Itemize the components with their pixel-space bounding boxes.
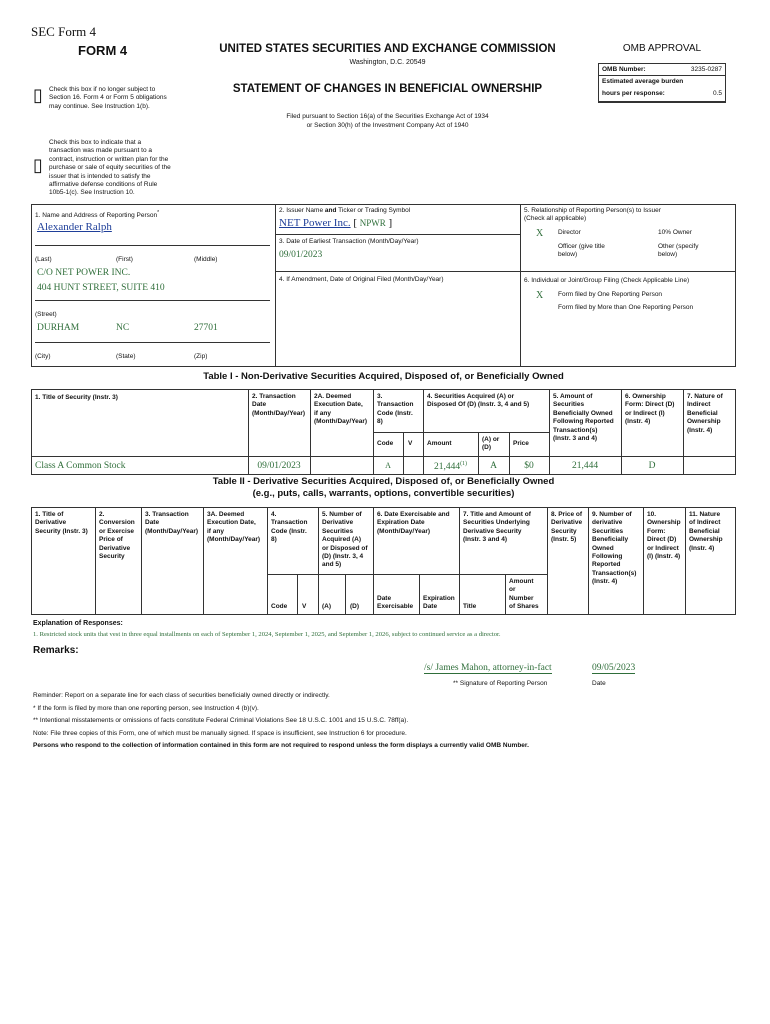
- table2-sub-rule: [345, 574, 346, 615]
- table2-header-conversion: 2. Conversion or Exercise Price of Derivative Security: [99, 511, 135, 561]
- signature-value: /s/ James Mahon, attorney-in-fact: [424, 663, 552, 673]
- table1-row-price: $0: [524, 461, 534, 471]
- address-line-1: C/O NET POWER INC.: [37, 268, 131, 278]
- table1-row-amount: 21,444$^{(1)}$: [433, 461, 468, 473]
- omb-header: OMB APPROVAL: [622, 43, 702, 54]
- table2-col-rule: [141, 507, 142, 615]
- table2-col-rule: [318, 507, 319, 615]
- filing-more-option: Form filed by More than One Reporting Person: [558, 304, 694, 311]
- commission-city: Washington, D.C. 20549: [349, 59, 426, 66]
- table1-title: Table I - Non-Derivative Securities Acquired, Disposed of, or Beneficially Owned: [203, 371, 564, 382]
- table1-col-rule: [683, 389, 684, 475]
- page-label: SEC Form 4: [31, 24, 97, 39]
- table2-sub-rule: [419, 574, 420, 615]
- address-rule: [35, 300, 270, 301]
- remarks-label: Remarks:: [33, 645, 79, 656]
- director-option: Director: [558, 229, 581, 236]
- other-option: Other (specify below): [658, 243, 699, 259]
- table1-subheader-code: Code: [377, 440, 394, 447]
- table1-sub-header-rule: [373, 432, 549, 433]
- table1-subheader-a-or-d: (A) or (D): [482, 436, 500, 452]
- middle-label: (Middle): [194, 256, 218, 263]
- rule-10b5-text: Check this box to indicate that a transaction was made pursuant to a contract, instruction or written plan for the purchase or sale of equity securities of the issuer that is intended to satisfy the affirmative defense conditions of Rule 10b5-1(c). See Instruction 10.: [49, 139, 171, 197]
- omb-hours-label: hours per response:: [602, 90, 665, 97]
- table2-col-rule: [203, 507, 204, 615]
- table2-subheader-v: V: [302, 603, 307, 610]
- table2-subheader-expiration: Expiration Date: [423, 595, 455, 611]
- statement-title: STATEMENT OF CHANGES IN BENEFICIAL OWNERSHIP: [232, 83, 543, 95]
- table1-row-code: A: [385, 461, 391, 470]
- section16-checkbox[interactable]: ▯: [33, 85, 43, 106]
- reporting-info-divider-2: [520, 204, 521, 367]
- signature-label: ** Signature of Reporting Person: [453, 680, 548, 687]
- table2-col-rule: [267, 507, 268, 615]
- table2-col-rule: [588, 507, 589, 615]
- table2-subtitle: (e.g., puts, calls, warrants, options, convertible securities): [252, 488, 515, 499]
- issuer-rule: [275, 234, 520, 235]
- filing-one-mark: X: [536, 290, 544, 301]
- filing-label: 6. Individual or Joint/Group Filing (Check Applicable Line): [524, 277, 690, 284]
- footer-note-double-star: ** Intentional misstatements or omissions of facts constitute Federal Criminal Violations See 18 U.S.C. 1001 and 15 U.S.C. 78ff(a).: [33, 717, 409, 724]
- table2-header-transaction-date: 3. Transaction Date (Month/Day/Year): [145, 511, 199, 535]
- amendment-label: 4. If Amendment, Date of Original Filed (Month/Day/Year): [279, 276, 444, 283]
- city-value: DURHAM: [37, 323, 80, 333]
- table1-subheader-price: Price: [513, 440, 529, 447]
- table2-col-rule: [547, 507, 548, 615]
- table1-row-a-or-d: A: [490, 461, 497, 471]
- state-value: NC: [116, 323, 130, 333]
- table1-sub-rule: [403, 432, 404, 475]
- table2-subheader-d: (D): [350, 603, 360, 610]
- filed-pursuant-line1: Filed pursuant to Section 16(a) of the Securities Exchange Act of 1934: [286, 113, 489, 120]
- table2-sub-rule: [505, 574, 506, 615]
- table2-header-deemed-date: 3A. Deemed Execution Date, if any (Month/Day/Year): [207, 511, 261, 544]
- omb-divider: [598, 75, 726, 76]
- signature-date-label: Date: [592, 680, 606, 687]
- table1-row-owned: 21,444: [571, 461, 599, 471]
- table2-header-transaction-code: 4. Transaction Code (Instr. 8): [271, 511, 308, 544]
- table2-col-rule: [685, 507, 686, 615]
- table1-header-transaction-date: 2. Transaction Date (Month/Day/Year): [252, 393, 306, 417]
- address-line-2: 404 HUNT STREET, SUITE 410: [37, 283, 165, 293]
- footer-persons: Persons who respond to the collection of information contained in this form are not required to respond unless the form displays a currently valid OMB Number.: [33, 742, 529, 749]
- issuer-label: 2. Issuer Name and Ticker or Trading Symbol: [279, 207, 411, 214]
- explanation-label: Explanation of Responses:: [33, 620, 123, 627]
- table2-subheader-a: (A): [322, 603, 332, 610]
- last-label: (Last): [35, 256, 52, 263]
- zip-label: (Zip): [194, 353, 208, 360]
- footer-note-star: * If the form is filed by more than one reporting person, see Instruction 4 (b)(v).: [33, 705, 259, 712]
- table2-subheader-title: Title: [463, 603, 477, 610]
- name-rule: [35, 245, 270, 246]
- officer-option: Officer (give title below): [558, 243, 605, 259]
- city-label: (City): [35, 353, 51, 360]
- omb-bottom-rule: [598, 101, 726, 102]
- reporting-person-label: 1. Name and Address of Reporting Person*: [35, 210, 160, 220]
- section16-text: Check this box if no longer subject to Section 16. Form 4 or Form 5 obligations may continue. See Instruction 1(b).: [49, 86, 167, 110]
- table1-row-form: D: [648, 461, 656, 471]
- earliest-transaction-label: 3. Date of Earliest Transaction (Month/Day/Year): [279, 238, 419, 245]
- signature-date: 09/05/2023: [592, 663, 636, 673]
- table1-header-securities-acquired: 4. Securities Acquired (A) or Disposed Of (D) (Instr. 3, 4 and 5): [427, 393, 530, 409]
- table2-header-nature: 11. Nature of Indirect Beneficial Ownership (Instr. 4): [689, 511, 723, 552]
- table1-header-amount-owned: 5. Amount of Securities Beneficially Owned Following Reported Transaction(s) (Instr. 3 and 4): [553, 393, 614, 443]
- table2-header-price: 8. Price of Derivative Security (Instr. 5): [551, 511, 583, 544]
- zip-value: 27701: [194, 323, 218, 333]
- table2-col-rule: [459, 507, 460, 615]
- table1-header-bottom: [31, 456, 736, 457]
- first-label: (First): [116, 256, 133, 263]
- table1-header-transaction-code: 3. Transaction Code (Instr. 8): [377, 393, 414, 426]
- explanation-note-1: 1. Restricted stock units that vest in three equal installments on each of September 1, 2024, September 1, 2025, and September 1, 2026, subject to continued service as a director.: [33, 631, 501, 638]
- table2-subheader-code: Code: [271, 603, 288, 610]
- table2-col-rule: [95, 507, 96, 615]
- table2-header-date-exercisable: 6. Date Exercisable and Expiration Date (Month/Day/Year): [377, 511, 450, 535]
- relationship-label: 5. Relationship of Reporting Person(s) to Issuer (Check all applicable): [524, 207, 661, 223]
- table2-header-title: 1. Title of Derivative Security (Instr. 3): [35, 511, 88, 535]
- reporting-person-name[interactable]: Alexander Ralph: [37, 221, 112, 233]
- omb-burden-label: Estimated average burden: [602, 78, 684, 85]
- table2-subheader-date-exercisable: Date Exercisable: [377, 595, 414, 611]
- ten-pct-owner-option: 10% Owner: [658, 229, 692, 236]
- table2-sub-header-rule: [267, 574, 547, 575]
- table1-header-title: 1. Title of Security (Instr. 3): [35, 394, 118, 401]
- table1-col-rule: [310, 389, 311, 475]
- omb-number-value: 3235-0287: [690, 66, 722, 73]
- omb-hours-value: 0.5: [712, 90, 722, 97]
- issuer-name-link[interactable]: NET Power Inc.: [279, 217, 351, 229]
- table1-row-title: Class A Common Stock: [35, 461, 126, 471]
- form-title: FORM 4: [78, 43, 128, 58]
- section-rule: [275, 271, 736, 272]
- table1-header-ownership-form: 6. Ownership Form: Direct (D) or Indirect (I) (Instr. 4): [625, 393, 675, 426]
- table2-sub-rule: [297, 574, 298, 615]
- table2-header-ownership-form: 10. Ownership Form: Direct (D) or Indirect (I) (Instr. 4): [647, 511, 681, 561]
- earliest-transaction-value: 09/01/2023: [279, 250, 323, 260]
- table2-header-number-owned: 9. Number of derivative Securities Beneficially Owned Following Reported Transaction(s) (Instr. 4): [592, 511, 637, 586]
- filing-one-option: Form filed by One Reporting Person: [558, 291, 663, 298]
- commission-name: UNITED STATES SECURITIES AND EXCHANGE COMMISSION: [219, 43, 556, 55]
- table1-subheader-v: V: [408, 440, 413, 447]
- table1-row-date: 09/01/2023: [257, 461, 301, 471]
- table2-subheader-amount: Amount or Number of Shares: [509, 578, 539, 611]
- table2-col-rule: [643, 507, 644, 615]
- state-label: (State): [116, 353, 136, 360]
- director-mark: X: [536, 228, 544, 239]
- footer-note-copies: Note: File three copies of this Form, one of which must be manually signed. If space is insufficient, see Instruction 6 for procedure.: [33, 730, 407, 737]
- footer-reminder: Reminder: Report on a separate line for each class of securities beneficially owned directly or indirectly.: [33, 692, 330, 699]
- rule-10b5-checkbox[interactable]: ▯: [33, 155, 43, 176]
- issuer-ticker: NPWR: [359, 218, 386, 228]
- table2-title: Table II - Derivative Securities Acquired, Disposed of, or Beneficially Owned: [212, 476, 555, 487]
- reporting-info-divider-1: [275, 204, 276, 367]
- table2-header-title-amount: 7. Title and Amount of Securities Underlying Derivative Security (Instr. 3 and 4): [463, 511, 531, 544]
- filed-pursuant-line2: or Section 30(h) of the Investment Company Act of 1940: [306, 122, 469, 129]
- omb-number-label: OMB Number:: [602, 66, 646, 73]
- issuer-name-line: NET Power Inc. [ NPWR ]: [279, 217, 393, 229]
- table1-header-deemed-date: 2A. Deemed Execution Date, if any (Month/Day/Year): [314, 393, 368, 426]
- table1-header-nature: 7. Nature of Indirect Beneficial Ownership (Instr. 4): [687, 393, 723, 434]
- table1-subheader-amount: Amount: [427, 440, 452, 447]
- street-label: (Street): [35, 311, 57, 318]
- city-rule: [35, 342, 270, 343]
- table2-header-number-derivative: 5. Number of Derivative Securities Acquired (A) or Disposed of (D) (Instr. 3, 4 and 5): [322, 511, 368, 569]
- table2-col-rule: [373, 507, 374, 615]
